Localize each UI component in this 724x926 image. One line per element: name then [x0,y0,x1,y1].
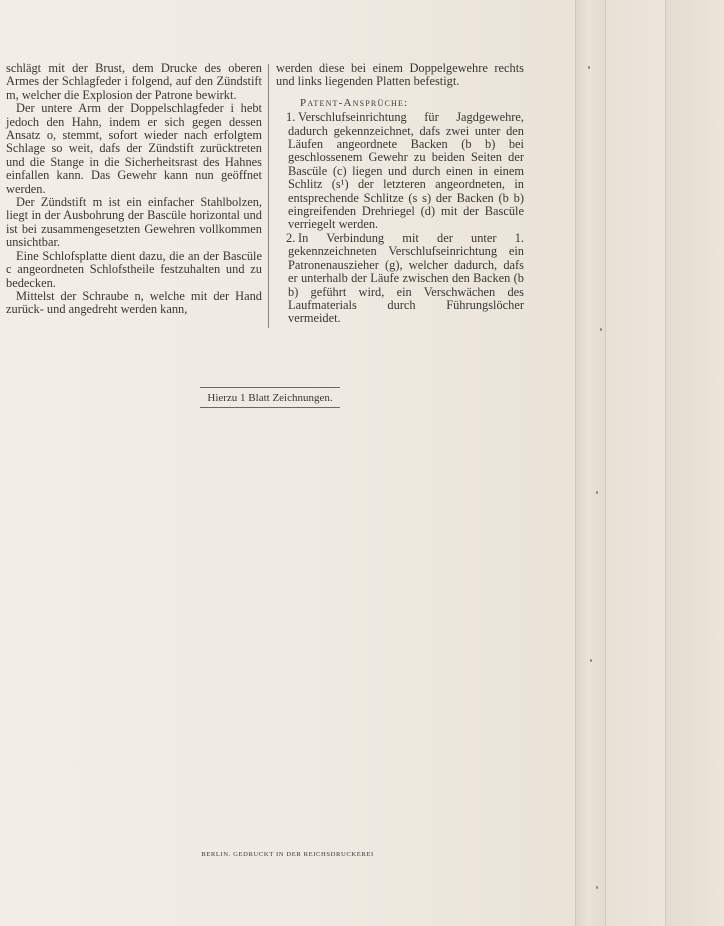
paper-speck [588,66,590,69]
left-text-column [6,62,262,317]
paragraph: Mittelst der Schraube n, welche mit der Hand zurück- und angedreht werden kann, [6,288,262,317]
claim-number: 2. [286,230,296,245]
claim-text: In Verbindung mit der unter 1. gekennzeichneten Verschlufseinrichtung ein Patronenauszieher (g), welcher dadurch, dafs er unterhalb der Läufe zwischen den Backen (b b) geführt wird, ein Verschwächen des Laufmaterials durch Führungslöcher vermeidet. [288,230,524,326]
paragraph: Der Zündstift m ist ein einfacher Stahlbolzen, liegt in der Ausbohrung der Bascüle horizontal und ist bei zusammengesetzten Gewehren vollkommen unsichtbar. [6,195,262,250]
paragraph: werden diese bei einem Doppelgewehre rechts und links liegenden Platten befestigt. [276,61,524,89]
claims-heading: Patent-Ansprüche: [300,96,409,109]
column-divider [268,64,269,328]
paper-speck [600,328,602,331]
claim-item [276,232,524,326]
paper-speck [596,886,598,889]
printer-imprint: BERLIN. GEDRUCKT IN DER REICHSDRUCKEREI [201,851,374,858]
right-text-column [276,62,524,326]
claim-item [276,111,524,232]
claim-text: Verschlufseinrichtung für Jagdgewehre, dadurch gekennzeichnet, dafs zwei unter den Läufen angeordnete Backen (b b) bei geschlossenem Gewehr zu beiden Seiten der Bascüle (c) liegen und durch einen in einem Schlitz (s¹) der letzteren angeordneten, in entsprechende Schlitze (s s) der Backen (b b) eingreifenden Drehriegel (d) mit der Bascüle verriegelt werden. [288,110,524,232]
page-edge-strip [665,0,724,926]
page-edge-strip [575,0,606,926]
paragraph: Eine Schlofsplatte dient dazu, die an der Bascüle c angeordneten Schlofstheile festzuhalten und zu bedecken. [6,248,262,290]
drawings-note: Hierzu 1 Blatt Zeichnungen. [200,387,340,408]
paragraph: schlägt mit der Brust, dem Drucke des oberen Armes der Schlagfeder i folgend, auf den Zündstift m, welcher die Explosion der Patrone bewirkt. [6,61,262,102]
claim-number: 1. [286,110,296,125]
paper-speck [596,491,598,494]
page-edge-strip [605,0,666,926]
paper-speck [590,659,592,662]
paragraph: Der untere Arm der Doppelschlagfeder i hebt jedoch den Hahn, indem er sich gegen dessen Ansatz o, stemmt, sofort wieder nach erfolgtem Schlage so weit, dafs der Zündstift zurücktreten und die Stange in die Sicherheitsrast des Hahnes einfallen kann. Das Gewehr kann nun geöffnet werden. [6,101,262,196]
